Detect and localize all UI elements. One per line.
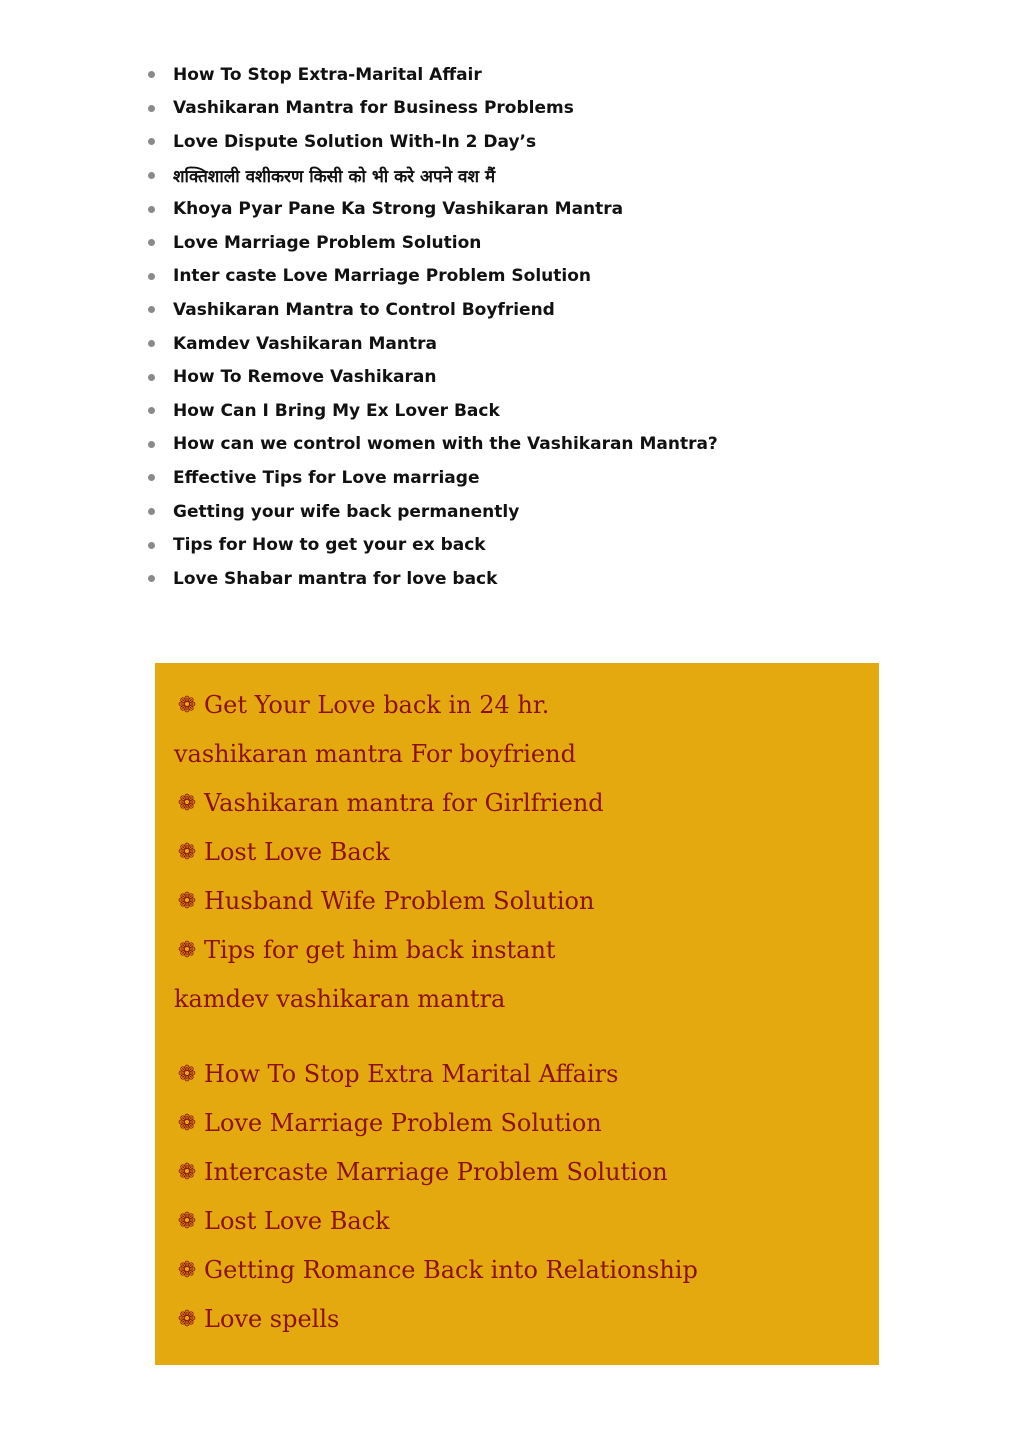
promo-item-text: Tips for get him back instant bbox=[204, 936, 556, 964]
list-link[interactable]: Vashikaran Mantra for Business Problems bbox=[173, 98, 574, 119]
promo-item-text: Lost Love Back bbox=[204, 1207, 390, 1235]
flower-icon: ❁ bbox=[177, 937, 197, 963]
promo-item-text: Lost Love Back bbox=[204, 838, 390, 866]
bullet-icon bbox=[148, 374, 155, 381]
bullet-icon bbox=[148, 273, 155, 280]
promo-item-text: kamdev vashikaran mantra bbox=[174, 985, 506, 1013]
list-link[interactable]: Love Shabar mantra for love back bbox=[173, 568, 498, 589]
bullet-icon bbox=[148, 239, 155, 246]
promo-item-text: Love Marriage Problem Solution bbox=[204, 1109, 602, 1137]
list-item bbox=[148, 192, 718, 226]
list-link[interactable]: Khoya Pyar Pane Ka Strong Vashikaran Mantra bbox=[173, 199, 624, 220]
list-item bbox=[148, 528, 718, 562]
bullet-icon bbox=[148, 306, 155, 313]
promo-item bbox=[174, 838, 390, 866]
promo-item bbox=[174, 936, 556, 964]
list-item bbox=[148, 394, 718, 428]
list-link[interactable]: Effective Tips for Love marriage bbox=[173, 467, 480, 488]
list-link[interactable]: Getting your wife back permanently bbox=[173, 501, 520, 522]
list-link[interactable]: How Can I Bring My Ex Lover Back bbox=[173, 400, 500, 421]
bullet-icon bbox=[148, 105, 155, 112]
list-item bbox=[148, 125, 718, 159]
promo-item-text: Intercaste Marriage Problem Solution bbox=[204, 1158, 668, 1186]
promo-item-text: Husband Wife Problem Solution bbox=[204, 887, 595, 915]
list-link[interactable]: Vashikaran Mantra to Control Boyfriend bbox=[173, 299, 555, 320]
list-item bbox=[148, 327, 718, 361]
list-link[interactable]: Love Marriage Problem Solution bbox=[173, 232, 482, 253]
list-link[interactable]: Inter caste Love Marriage Problem Solution bbox=[173, 266, 592, 287]
list-item bbox=[148, 293, 718, 327]
list-item bbox=[148, 495, 718, 529]
list-link[interactable]: How can we control women with the Vashikaran Mantra? bbox=[173, 434, 718, 455]
bullet-icon bbox=[148, 407, 155, 414]
promo-box bbox=[155, 663, 879, 1365]
flower-icon: ❁ bbox=[177, 790, 197, 816]
promo-item-text: Get Your Love back in 24 hr. bbox=[204, 691, 550, 719]
promo-item bbox=[174, 1060, 618, 1088]
list-item bbox=[148, 562, 718, 596]
promo-item-text: Vashikaran mantra for Girlfriend bbox=[204, 789, 604, 817]
article-link-list bbox=[148, 58, 718, 596]
list-link[interactable]: Kamdev Vashikaran Mantra bbox=[173, 333, 437, 354]
flower-icon: ❁ bbox=[177, 839, 197, 865]
bullet-icon bbox=[148, 71, 155, 78]
promo-item bbox=[174, 1109, 602, 1137]
bullet-icon bbox=[148, 474, 155, 481]
bullet-icon bbox=[148, 172, 155, 179]
list-link[interactable]: How To Stop Extra-Marital Affair bbox=[173, 64, 482, 85]
flower-icon: ❁ bbox=[177, 1208, 197, 1234]
flower-icon: ❁ bbox=[177, 1061, 197, 1087]
promo-item-text: Getting Romance Back into Relationship bbox=[204, 1256, 698, 1284]
bullet-icon bbox=[148, 340, 155, 347]
promo-item-text: Love spells bbox=[204, 1305, 340, 1333]
flower-icon: ❁ bbox=[177, 1257, 197, 1283]
list-item bbox=[148, 461, 718, 495]
bullet-icon bbox=[148, 508, 155, 515]
list-item bbox=[148, 260, 718, 294]
promo-item-text: vashikaran mantra For boyfriend bbox=[174, 740, 576, 768]
promo-item bbox=[174, 1256, 698, 1284]
bullet-icon bbox=[148, 138, 155, 145]
promo-item-text: How To Stop Extra Marital Affairs bbox=[204, 1060, 619, 1088]
promo-item bbox=[174, 789, 604, 817]
list-link[interactable]: How To Remove Vashikaran bbox=[173, 367, 437, 388]
list-link[interactable]: Love Dispute Solution With-In 2 Day’s bbox=[173, 131, 537, 152]
list-link[interactable]: Tips for How to get your ex back bbox=[173, 535, 486, 556]
flower-icon: ❁ bbox=[177, 1110, 197, 1136]
flower-icon: ❁ bbox=[177, 1306, 197, 1332]
list-link[interactable]: शक्तिशाली वशीकरण किसी को भी करे अपने वश मैं bbox=[173, 167, 496, 188]
list-item bbox=[148, 360, 718, 394]
bullet-icon bbox=[148, 206, 155, 213]
flower-icon: ❁ bbox=[177, 692, 197, 718]
flower-icon: ❁ bbox=[177, 1159, 197, 1185]
promo-item bbox=[174, 691, 549, 719]
promo-item bbox=[174, 1305, 339, 1333]
list-item bbox=[148, 428, 718, 462]
promo-item bbox=[174, 1207, 390, 1235]
promo-item bbox=[174, 985, 505, 1013]
promo-item bbox=[174, 1158, 668, 1186]
promo-item bbox=[174, 887, 594, 915]
list-item bbox=[148, 58, 718, 92]
bullet-icon bbox=[148, 441, 155, 448]
flower-icon: ❁ bbox=[177, 888, 197, 914]
bullet-icon bbox=[148, 575, 155, 582]
bullet-icon bbox=[148, 542, 155, 549]
list-item bbox=[148, 159, 718, 193]
promo-item bbox=[174, 740, 576, 768]
list-item bbox=[148, 92, 718, 126]
list-item bbox=[148, 226, 718, 260]
